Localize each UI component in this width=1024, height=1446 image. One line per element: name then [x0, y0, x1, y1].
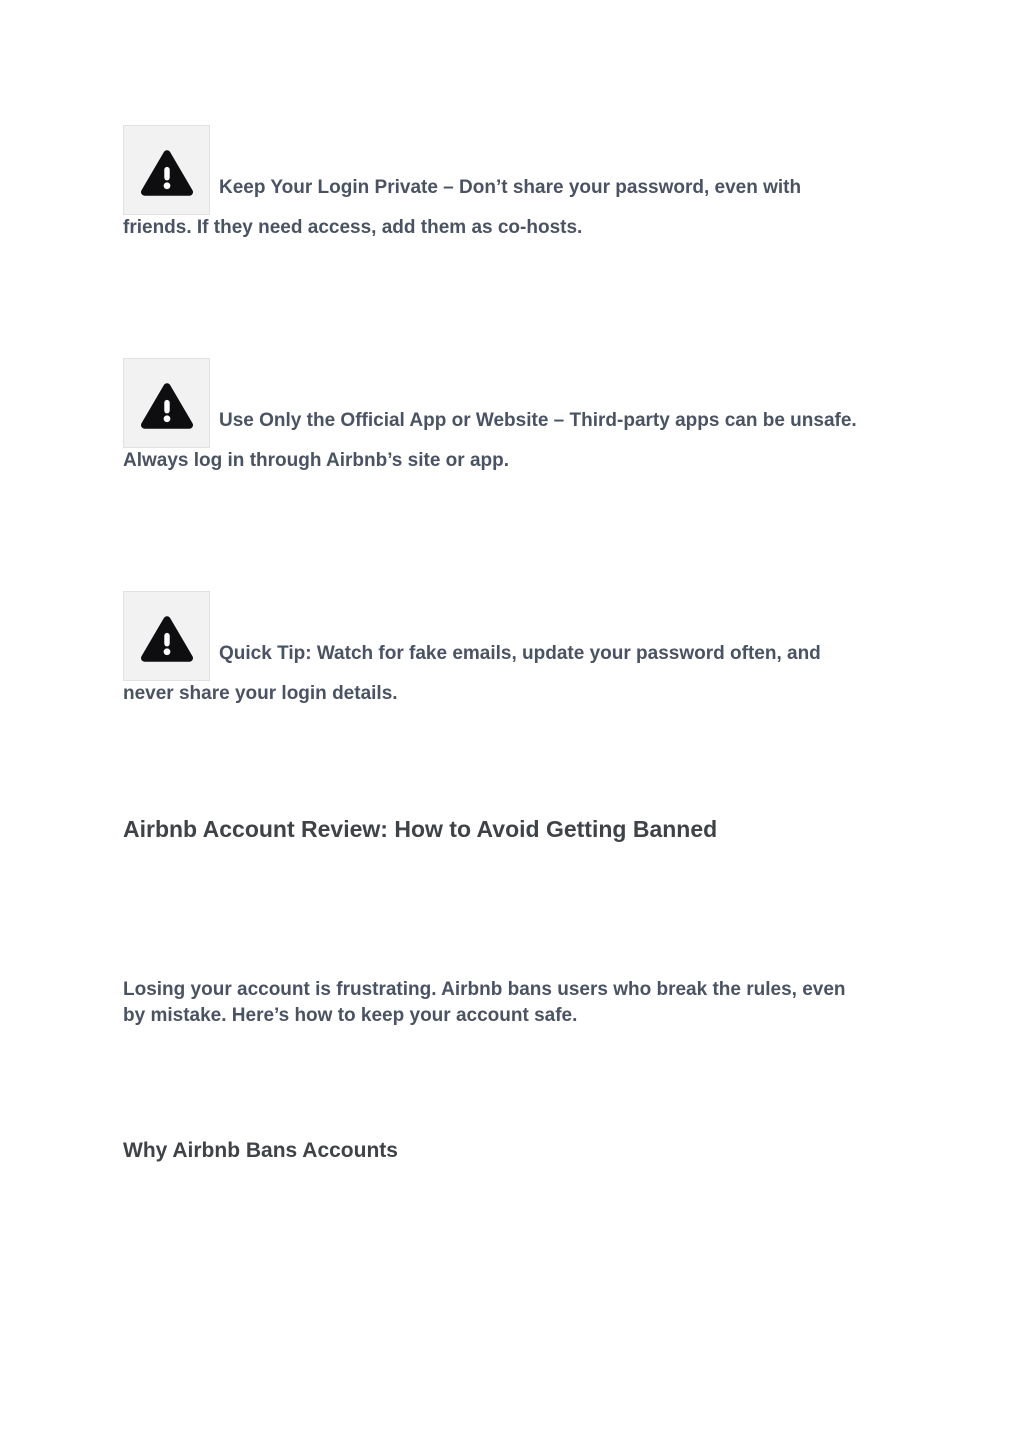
intro-line2: by mistake. Here’s how to keep your account safe.: [123, 1005, 578, 1026]
warning-icon-box: [123, 125, 210, 215]
intro-line1: Losing your account is frustrating. Airbnb bans users who break the rules, even: [123, 979, 846, 1000]
warning-text-line2: friends. If they need access, add them as co-hosts.: [123, 217, 583, 238]
warning-text-line1: Keep Your Login Private – Don’t share your password, even with: [219, 177, 802, 198]
warning-callout: [123, 125, 924, 241]
warning-callout: [123, 591, 924, 707]
warning-triangle-icon: [141, 382, 193, 430]
warning-icon-box: [123, 591, 210, 681]
warning-triangle-icon: [141, 615, 193, 663]
intro-paragraph: [123, 977, 924, 1029]
warning-text-line1: Use Only the Official App or Website – Third-party apps can be unsafe.: [219, 410, 857, 431]
warning-icon-box: [123, 358, 210, 448]
document-page: [0, 125, 1024, 1446]
warning-triangle-icon: [141, 149, 193, 197]
warning-text-line2: Always log in through Airbnb’s site or app.: [123, 450, 510, 471]
warning-text-line2: never share your login details.: [123, 683, 398, 704]
warning-callout: [123, 358, 924, 474]
article-title: Airbnb Account Review: How to Avoid Getting Banned: [123, 816, 718, 842]
section-heading: Why Airbnb Bans Accounts: [123, 1139, 398, 1162]
warning-text-line1: Quick Tip: Watch for fake emails, update your password often, and: [219, 643, 821, 664]
